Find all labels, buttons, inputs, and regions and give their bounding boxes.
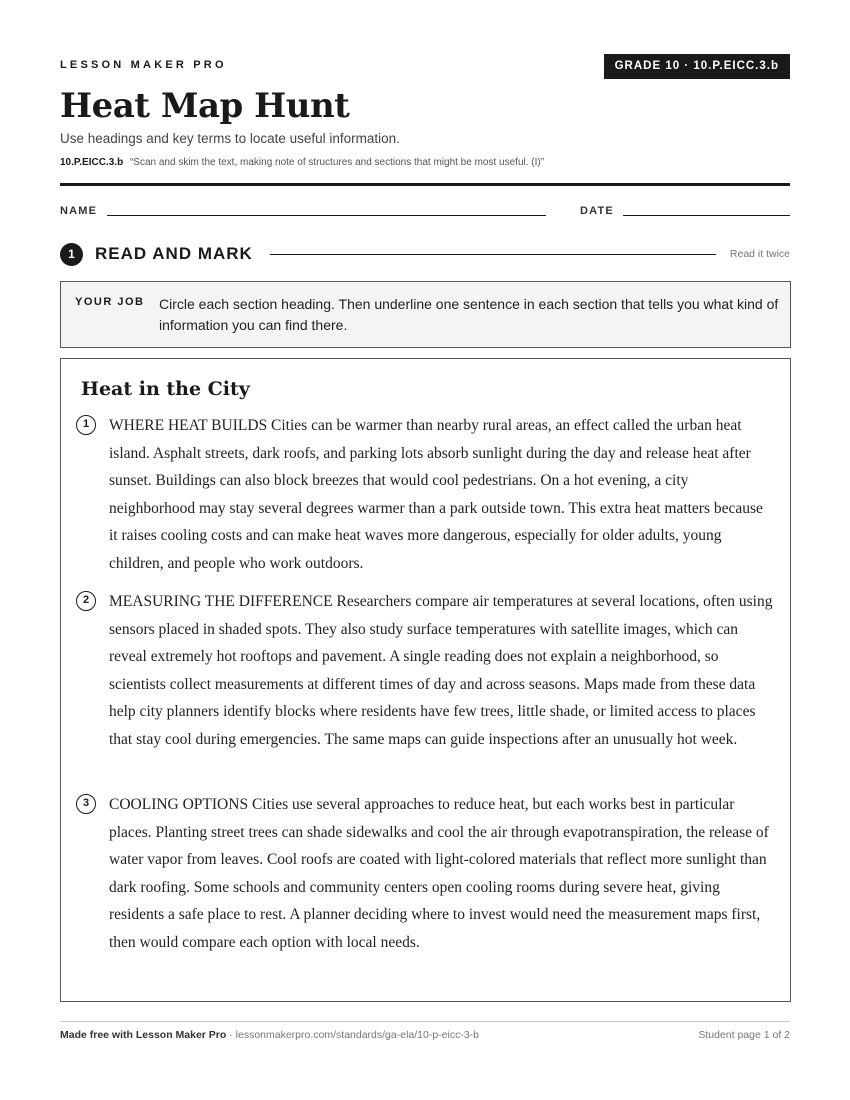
footer-divider [60, 1021, 790, 1022]
job-box [60, 281, 791, 348]
grade-badge: GRADE 10 · 10.P.EICC.3.b [604, 54, 790, 79]
reading-title: Heat in the City [81, 378, 250, 400]
section-title: READ AND MARK [95, 244, 253, 263]
footer-credit [60, 1029, 479, 1041]
section-hint: Read it twice [729, 248, 790, 260]
paragraph-3: COOLING OPTIONS Cities use several approaches to reduce heat, but each works best in particular places. Planting street trees can shade sidewalks and cool the air through evapotranspiration, the release of water vapor from leaves. Cool roofs are coated with light-colored materials that reflect more sunlight than dark roofing. Some schools and community centers open cooling rooms during severe heat, giving residents a safe place to rest. A planner deciding where to invest would need the measurement maps first, then would compare each option with local needs. [109, 796, 769, 951]
page-subtitle: Use headings and key terms to locate useful information. [60, 131, 400, 146]
date-field-line[interactable] [623, 215, 790, 216]
job-instructions: Circle each section heading. Then underline one sentence in each section that tells you what kind of information you can find there. [159, 296, 779, 333]
page-title: Heat Map Hunt [60, 86, 350, 126]
date-label: DATE [580, 205, 614, 217]
footer-url[interactable]: lessonmakerpro.com/standards/ga-ela/10-p-eicc-3-b [235, 1029, 480, 1041]
standard-line [60, 157, 544, 168]
paragraph-number-3: 3 [76, 794, 96, 814]
paragraph-number-2: 2 [76, 591, 96, 611]
paragraph-number-1: 1 [76, 415, 96, 435]
footer-made-with: Made free with Lesson Maker Pro [60, 1029, 227, 1041]
standard-text: “Scan and skim the text, making note of structures and sections that might be most useful. (I)” [129, 157, 545, 168]
paragraph-2: MEASURING THE DIFFERENCE Researchers compare air temperatures at several locations, often using sensors placed in shaded spots. They also study surface temperatures with satellite images, which can reveal extremely hot rooftops and pavement. A single reading does not explain a neighborhood, so scientists collect measurements at different times of day and across seasons. Maps made from these data help city planners identify blocks where residents have few trees, little shade, or limited access to places that stay cool during emergencies. The same maps can guide inspections after an unusually hot week. [109, 593, 773, 748]
name-label: NAME [60, 205, 98, 217]
standard-code: 10.P.EICC.3.b [60, 157, 124, 168]
section-number-badge: 1 [60, 243, 83, 266]
brand-name: LESSON MAKER PRO [60, 59, 227, 71]
paragraph-1: WHERE HEAT BUILDS Cities can be warmer than nearby rural areas, an effect called the urban heat island. Asphalt streets, dark roofs, and parking lots absorb sunlight during the day and release heat after sunset. Buildings can also block breezes that would cool pedestrians. On a hot evening, a city neighborhood may stay several degrees warmer than a park outside town. This extra heat matters because it raises cooling costs and can make heat waves more dangerous, especially for older adults, young children, and people who work outdoors. [109, 417, 763, 572]
header-divider [60, 183, 790, 186]
section-divider [270, 254, 716, 255]
footer-separator: · [226, 1029, 236, 1041]
footer-page-number: Student page 1 of 2 [698, 1029, 790, 1041]
job-label: YOUR JOB [75, 296, 145, 308]
name-field-line[interactable] [107, 215, 546, 216]
reading-passage [60, 358, 791, 1002]
